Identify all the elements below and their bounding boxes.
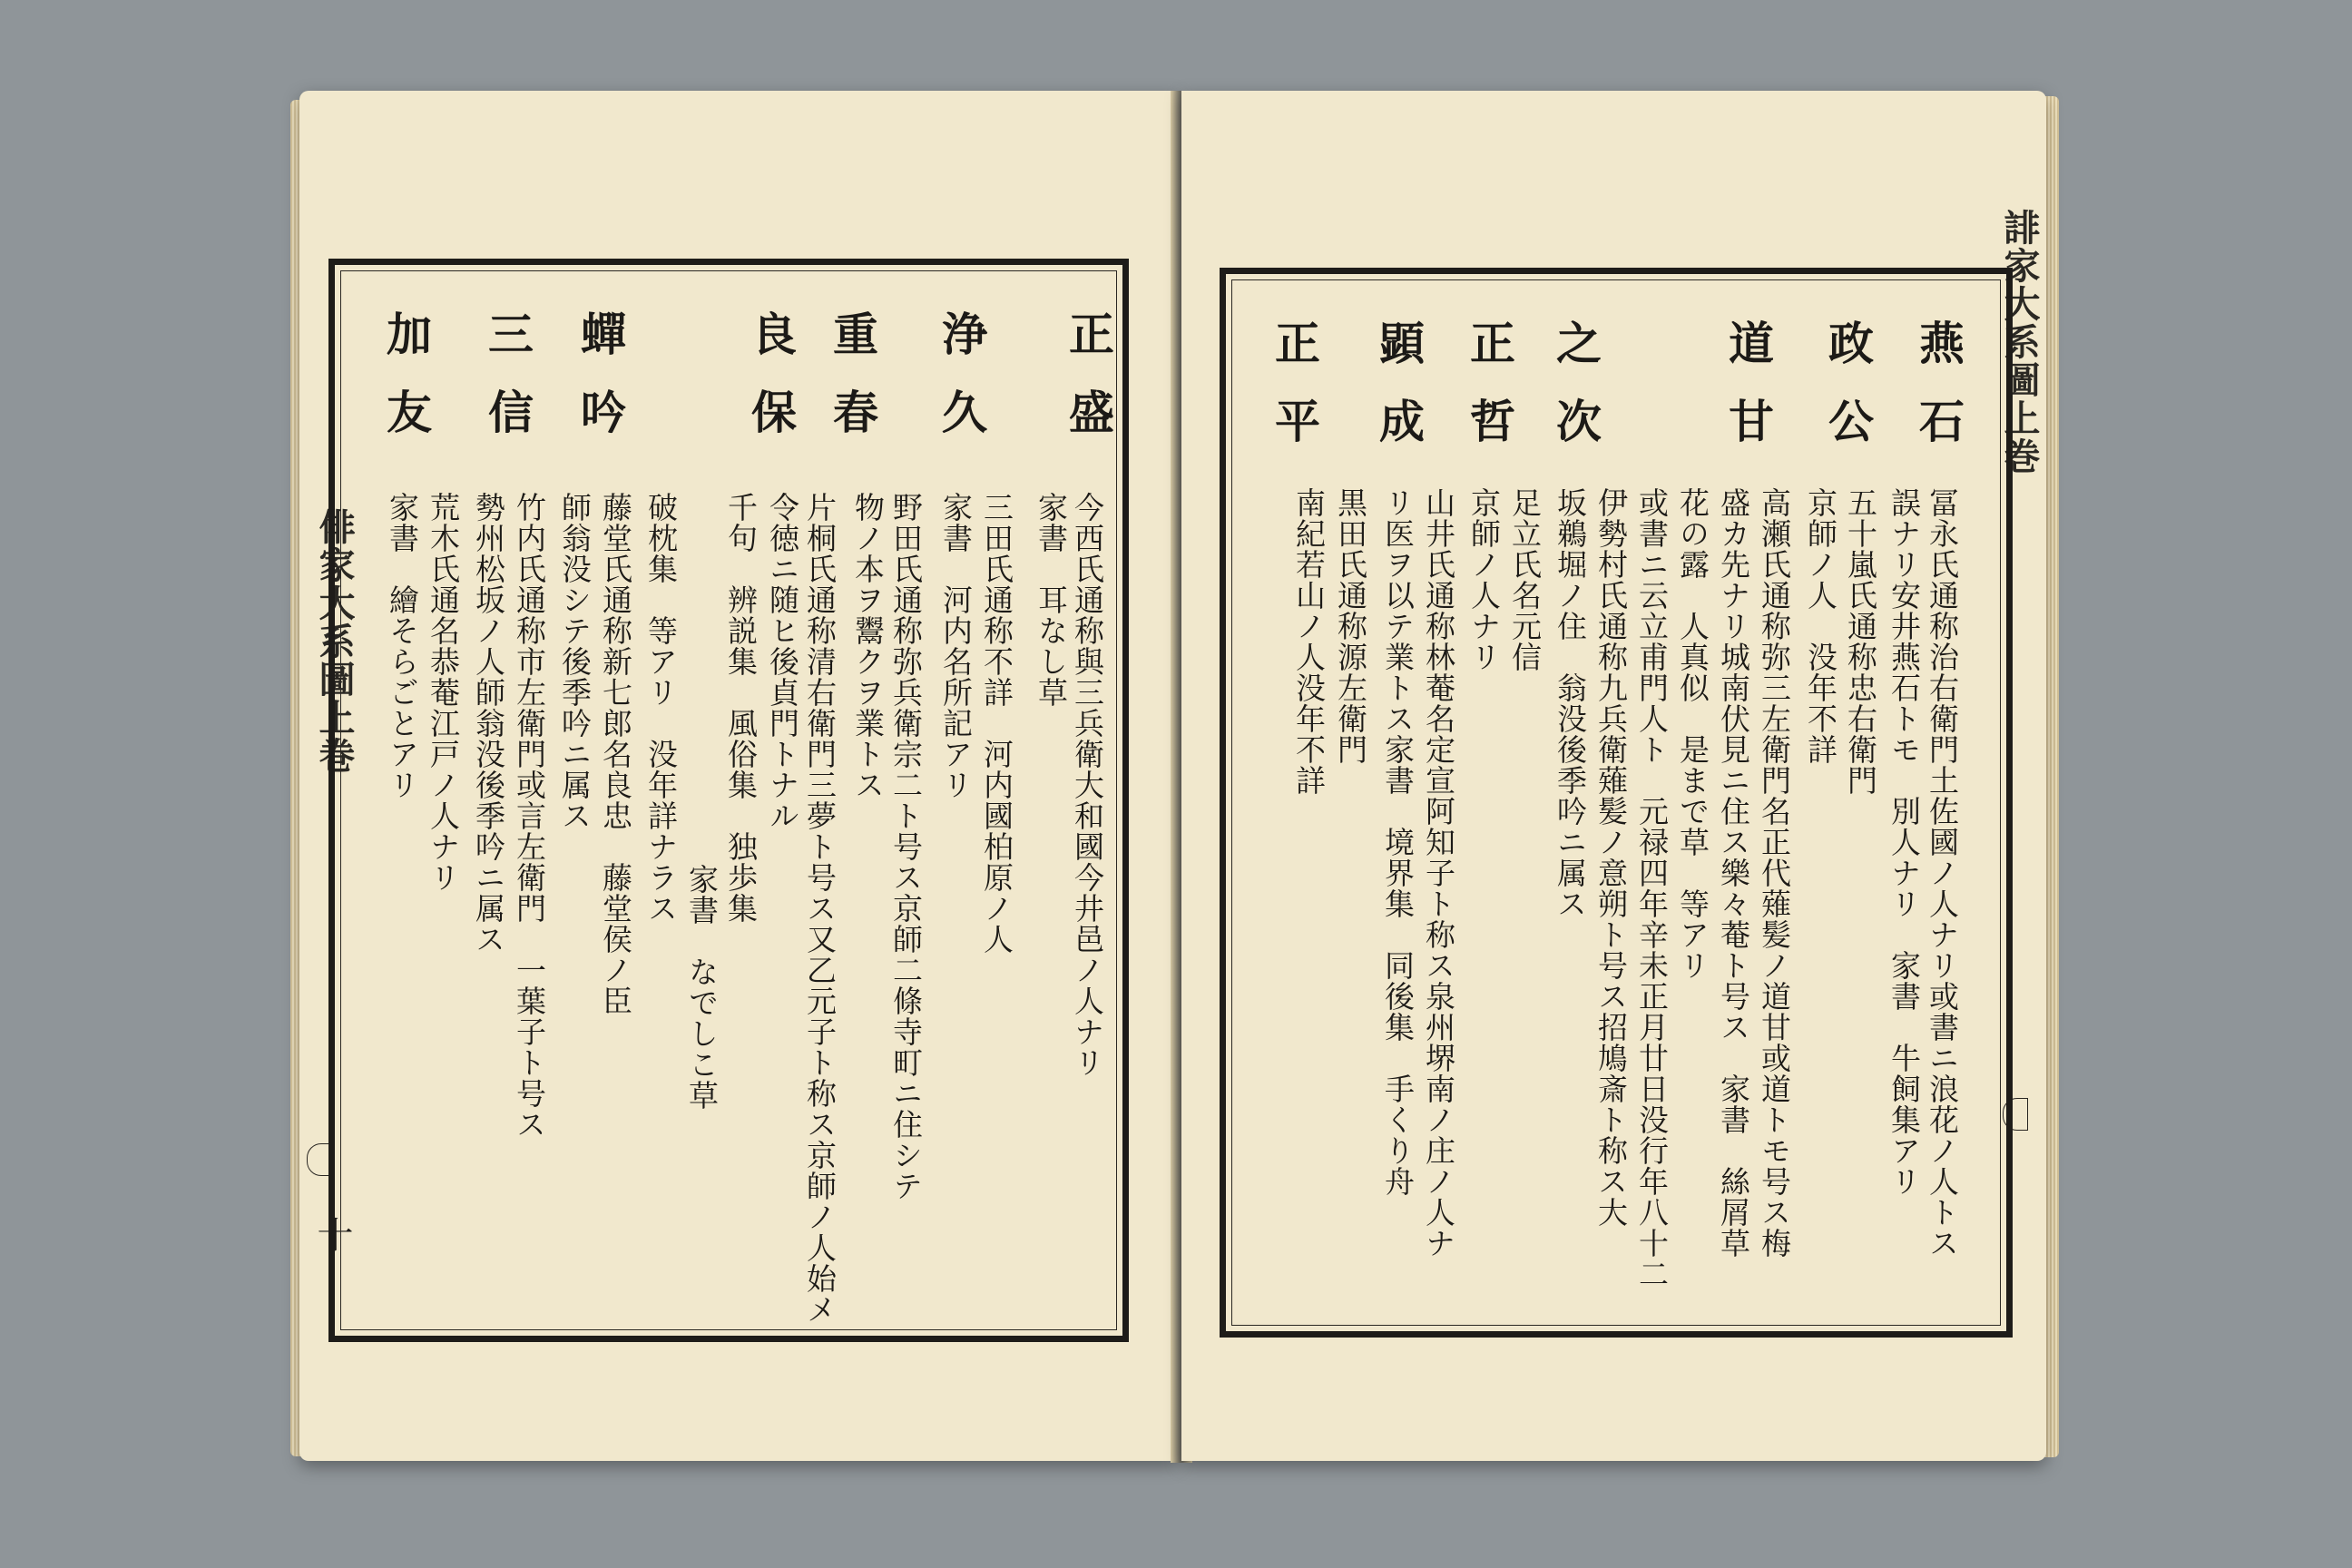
name-bottom-char: 甘 bbox=[1721, 397, 1775, 475]
note-column: 京師ノ人 没年不詳 bbox=[1803, 487, 1838, 765]
name-column bbox=[1061, 310, 1115, 466]
name-top-char: 蟬 bbox=[573, 310, 627, 388]
name-column bbox=[1820, 319, 1875, 475]
note-column: 師翁没シテ後季吟ニ属ス bbox=[557, 492, 593, 831]
right-page bbox=[1181, 91, 2046, 1461]
open-book bbox=[299, 91, 2046, 1470]
name-column bbox=[1371, 319, 1426, 475]
note-column: 勢州松坂ノ人師翁没後季吟ニ属ス bbox=[471, 492, 506, 955]
note-column: 片桐氏通称清右衛門三夢ト号ス又乙元子ト称ス京師ノ人始メ bbox=[802, 492, 838, 1325]
name-top-char: 浄 bbox=[935, 310, 988, 388]
note-column: 足立氏名元信 bbox=[1507, 487, 1543, 672]
name-column bbox=[1462, 319, 1516, 475]
name-bottom-char: 信 bbox=[481, 388, 534, 466]
name-bottom-char: 次 bbox=[1549, 397, 1602, 475]
left-folio-number: 十 bbox=[311, 1216, 353, 1252]
name-top-char: 燕 bbox=[1912, 319, 1965, 397]
name-column bbox=[1720, 319, 1775, 475]
name-column bbox=[378, 310, 433, 466]
note-column: 荒木氏通名恭菴江戸ノ人ナリ bbox=[426, 492, 461, 893]
note-column: 今西氏通称與三兵衛大和國今井邑ノ人ナリ bbox=[1070, 492, 1105, 1078]
note-column: 盛カ先ナリ城南伏見ニ住ス樂々菴ト号ス 家書 絲屑草 bbox=[1716, 487, 1751, 1259]
note-column: 藤堂氏通称新七郎名良忠 藤堂侯ノ臣 bbox=[598, 492, 633, 1016]
note-column: 坂鵜堀ノ住 翁没後季吟ニ属ス bbox=[1553, 487, 1588, 919]
name-top-char: 正 bbox=[1062, 310, 1115, 388]
name-top-char: 顕 bbox=[1372, 319, 1426, 397]
name-column bbox=[1548, 319, 1602, 475]
name-column bbox=[743, 310, 798, 466]
name-column bbox=[1911, 319, 1965, 475]
right-text-frame bbox=[1220, 268, 2013, 1338]
name-top-char: 之 bbox=[1549, 319, 1602, 397]
note-column: 家書 河内名所記アリ bbox=[938, 492, 974, 800]
name-bottom-char: 久 bbox=[935, 388, 988, 466]
name-top-char: 道 bbox=[1721, 319, 1775, 397]
note-column: 家書 繪そらごとアリ bbox=[385, 492, 420, 800]
name-bottom-char: 哲 bbox=[1463, 397, 1516, 475]
name-bottom-char: 成 bbox=[1372, 397, 1426, 475]
note-column: 南紀若山ノ人没年不詳 bbox=[1291, 487, 1327, 796]
name-column bbox=[1267, 319, 1321, 475]
note-column: 竹内氏通称市左衛門或言左衛門 一葉子ト号ス bbox=[512, 492, 547, 1140]
name-column bbox=[934, 310, 988, 466]
note-column: 家書 なでしこ草 bbox=[684, 864, 720, 1111]
name-top-char: 正 bbox=[1268, 319, 1321, 397]
name-bottom-char: 保 bbox=[744, 388, 798, 466]
note-column: 高瀬氏通称弥三左衛門名正代薙髪ノ道甘或道トモ号ス梅 bbox=[1757, 487, 1792, 1259]
name-bottom-char: 公 bbox=[1821, 397, 1875, 475]
name-bottom-char: 平 bbox=[1268, 397, 1321, 475]
note-column: 千句 辨説集 風俗集 独歩集 bbox=[723, 492, 759, 924]
note-column: 或書ニ云立甫門人ト 元禄四年辛未正月廿日没行年八十二 bbox=[1634, 487, 1670, 1289]
name-top-char: 重 bbox=[826, 310, 879, 388]
note-column: リ医ヲ以テ業トス家書 境界集 同後集 手くり舟 bbox=[1380, 487, 1416, 1197]
name-top-char: 三 bbox=[481, 310, 534, 388]
note-column: 野田氏通称弥兵衛宗二ト号ス京師二條寺町ニ住シテ bbox=[888, 492, 924, 1201]
name-bottom-char: 友 bbox=[379, 388, 433, 466]
name-column bbox=[480, 310, 534, 466]
right-margin-title: 誹家大系圖上巻 bbox=[1998, 209, 2041, 475]
name-bottom-char: 石 bbox=[1912, 397, 1965, 475]
name-top-char: 加 bbox=[379, 310, 433, 388]
name-column bbox=[573, 310, 627, 466]
note-column: 黒田氏通称源左衛門 bbox=[1333, 487, 1368, 765]
note-column: 令徳ニ随ヒ後貞門トナル bbox=[765, 492, 800, 831]
name-bottom-char: 盛 bbox=[1062, 388, 1115, 466]
note-column: 花の露 人真似 是まで草 等アリ bbox=[1675, 487, 1710, 981]
name-top-char: 政 bbox=[1821, 319, 1875, 397]
note-column: 山井氏通称林菴名定宣阿知子ト称ス泉州堺南ノ庄ノ人ナ bbox=[1421, 487, 1456, 1259]
note-column: 伊勢村氏通称九兵衛薙髪ノ意朔ト号ス招鳩斎ト称ス大 bbox=[1593, 487, 1629, 1228]
note-column: 物ノ本ヲ鬻クヲ業トス bbox=[850, 492, 886, 800]
name-bottom-char: 吟 bbox=[573, 388, 627, 466]
name-bottom-char: 春 bbox=[826, 388, 879, 466]
note-column: 三田氏通称不詳 河内國柏原ノ人 bbox=[979, 492, 1014, 955]
left-margin-title: 俳家大系圖上巻 bbox=[313, 508, 356, 775]
name-top-char: 良 bbox=[744, 310, 798, 388]
note-column: 京師ノ人ナリ bbox=[1466, 487, 1502, 672]
note-column: 五十嵐氏通称忠右衛門 bbox=[1843, 487, 1878, 796]
name-column bbox=[825, 310, 879, 466]
page-edges-right bbox=[2044, 96, 2059, 1457]
note-column: 破枕集 等アリ 没年詳ナラス bbox=[643, 492, 679, 924]
note-column: 家書 耳なし草 bbox=[1034, 492, 1069, 708]
note-column: 誤ナリ安井燕石トモ 別人ナリ 家書 牛飼集アリ bbox=[1886, 487, 1922, 1197]
left-text-frame bbox=[328, 259, 1129, 1342]
left-page bbox=[299, 91, 1178, 1461]
name-top-char: 正 bbox=[1463, 319, 1516, 397]
note-column: 冨永氏通称治右衛門土佐國ノ人ナリ或書ニ浪花ノ人トス bbox=[1925, 487, 1960, 1259]
